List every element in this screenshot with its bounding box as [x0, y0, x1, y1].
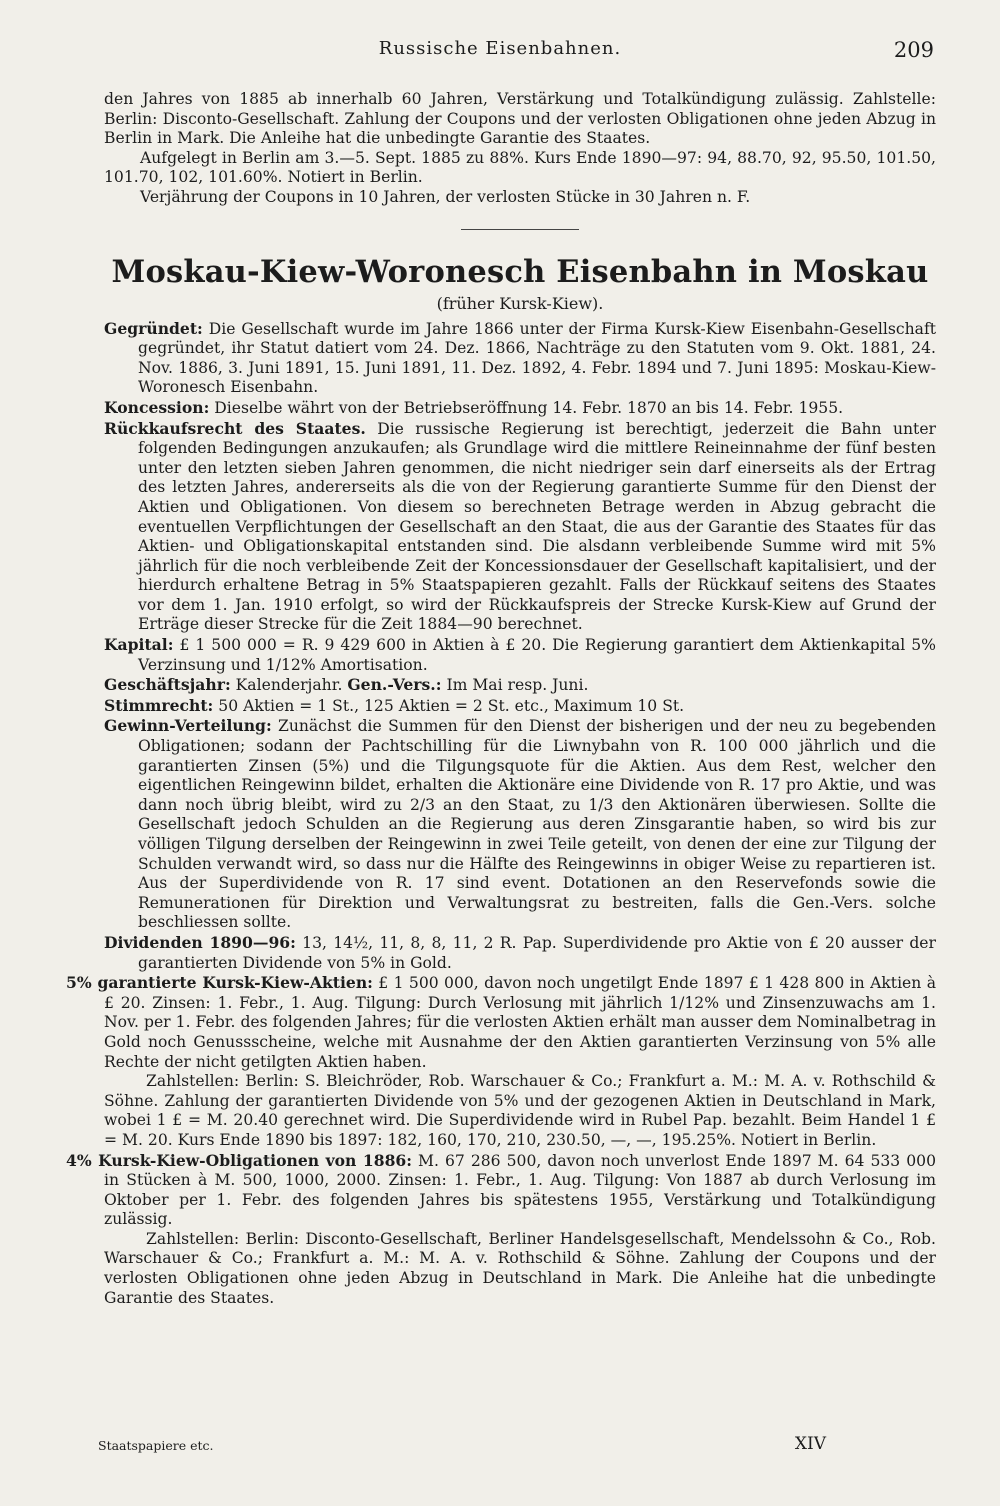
section-text: Die Gesellschaft wurde im Jahre 1866 unter der Firma Kursk-Kiew Eisenbahn-Gesellschaft gegründet, ihr Statut datiert vom 24. Dez. 1866, Nachträge zu den Statuten vom 9. Okt. 1881, 24. Nov. 1886, 3. Juni 1891, 15. Juni 1891, 11. Dez. 1892, 4. Febr. 1894 und 7. Juni 1895: Moskau-Kiew-Woronesch Eisenbahn.: [138, 319, 936, 397]
section-dividenden: [104, 933, 936, 973]
article-subtitle: (früher Kursk-Kiew).: [436, 293, 604, 313]
section-text-gen-vers: Im Mai resp. Juni.: [441, 676, 589, 695]
article-title: Moskau-Kiew-Woronesch Eisenbahn in Moskau: [111, 253, 929, 290]
footer-sheet-number: XIV: [794, 1434, 826, 1454]
intro-paragraph: den Jahres von 1885 ab innerhalb 60 Jahren, Verstärkung und Totalkündigung zulässig. Zahlstelle: Berlin: Disconto-Gesellschaft. Zahlung der Coupons und der verlosten Obligationen ohne jeden Abzug in Berlin in Mark. Die Anleihe hat die unbedingte Garantie des Staates.: [104, 90, 936, 148]
section-text: 13, 14½, 11, 8, 8, 11, 2 R. Pap. Superdividende pro Aktie von £ 20 ausser der garantierten Dividende von 5% in Gold.: [138, 933, 936, 972]
section-label: Stimmrecht:: [104, 695, 214, 715]
section-text: Dieselbe währt von der Betriebseröffnung 14. Febr. 1870 an bis 14. Febr. 1955.: [209, 398, 844, 417]
section-label: Gegründet:: [104, 318, 203, 338]
section-kapital: [104, 635, 936, 675]
section-gewinn-verteilung: [104, 716, 936, 933]
section-obligationen: [66, 1150, 936, 1230]
section-text: Zunächst die Summen für den Dienst der bisherigen und der neu zu begebenden Obligationen; sodann der Pachtschilling für die Liwnybahn von R. 100 000 jährlich und die garantierten Zinsen (5%) und die Tilgungsquote für die Aktien. Aus dem Rest, welcher den eigentlichen Reingewinn bildet, erhalten die Aktionäre eine Dividende von R. 17 pro Aktie, und was dann noch übrig bleibt, wird zu 2/3 an den Staat, zu 1/3 den Aktionären überwiesen. Sollte die Gesellschaft jedoch Schulden an die Regierung aus deren Zinsgarantie haben, so wird bis zur völligen Tilgung derselben der Reingewinn in zwei Teile geteilt, von denen der eine zur Tilgung der Schulden verwandt wird, so dass nur die Hälfte des Reingewinns in obiger Weise zu repartieren ist. Aus der Superdividende von R. 17 sind event. Dotationen an den Reservefonds sowie die Remunerationen für Direktion und Verwaltungsrat zu bestreiten, falls die Gen.-Vers. solche beschliessen sollte.: [138, 717, 936, 932]
section-text: £ 1 500 000, davon noch ungetilgt Ende 1897 £ 1 428 800 in Aktien à £ 20. Zinsen: 1. Febr., 1. Aug. Tilgung: Durch Verlosung mit jährlich 1/12% und Zinsenzuwachs am 1. Nov. per 1. Febr. des folgenden Jahres; für die verlosten Aktien erhält man ausser dem Nominalbetrag in Gold noch Genussscheine, welche mit Ausnahme der den Aktien garantierten Verzinsung von 5% alle Rechte der nicht getilgten Aktien haben.: [104, 974, 936, 1071]
section-text: Die russische Regierung ist berechtigt, jederzeit die Bahn unter folgenden Bedingungen anzukaufen; als Grundlage wird die mittlere Reineinnahme der fünf besten unter den letzten sieben Jahren genommen, die nicht niedriger sein darf einerseits als der Ertrag des letzten Jahres, andererseits als die von der Regierung garantierte Summe für den Dienst der Aktien und Obligationen. Von diesem so berechneten Betrage werden in Abzug gebracht die eventuellen Verpflichtungen der Gesellschaft an den Staat, die aus der Garantie des Staates für das Aktien- und Obligationskapital entstanden sind. Die alsdann verbleibende Summe wird mit 5% jährlich für die noch verbleibende Zeit der Koncessionsdauer der Gesellschaft kapitalisiert, und der hierdurch erhaltene Betrag in 5% Staatspapieren gezahlt. Falls der Rückkauf seitens des Staates vor dem 1. Jan. 1910 erfolgt, so wird der Rückkaufspreis der Strecke Kursk-Kiew auf Grund der Erträge dieser Strecke für die Zeit 1884—90 berechnet.: [138, 419, 936, 634]
section-text: M. 67 286 500, davon noch unverlost Ende 1897 M. 64 533 000 in Stücken à M. 500, 1000, 2000. Zinsen: 1. Febr., 1. Aug. Tilgung: Von 1887 ab durch Verlosung im Oktober per 1. Febr. des folgenden Jahres bis spätestens 1955, Verstärkung und Totalkündigung zulässig.: [104, 1151, 936, 1229]
section-divider: [461, 229, 579, 230]
footer-signature: Staatspapiere etc.: [98, 1438, 214, 1453]
section-koncession: [104, 398, 936, 419]
page-number: 209: [893, 38, 934, 62]
section-text: £ 1 500 000 = R. 9 429 600 in Aktien à £ 20. Die Regierung garantiert dem Aktienkapital 5% Verzinsung und 1/12% Amortisation.: [138, 636, 936, 674]
section-label-gen-vers: Gen.-Vers.:: [347, 675, 442, 695]
intro-issue-paragraph: Aufgelegt in Berlin am 3.—5. Sept. 1885 zu 88%. Kurs Ende 1890—97: 94, 88.70, 92, 95.50, 101.50, 101.70, 102, 101.60%. Notiert in Berlin.: [104, 148, 936, 187]
section-garantierte-aktien: [66, 973, 936, 1072]
section-label: Rückkaufsrecht des Staates.: [104, 418, 366, 438]
running-title: Russische Eisenbahnen.: [378, 38, 622, 59]
page-footer: [98, 1434, 936, 1460]
section-label: Dividenden 1890—96:: [104, 932, 296, 952]
section-stimmrecht: [104, 696, 936, 717]
section-label: Geschäftsjahr:: [104, 675, 231, 695]
page-body: [66, 90, 936, 1308]
obligationen-zahlstellen: Zahlstellen: Berlin: Disconto-Gesellschaft, Berliner Handelsgesellschaft, Mendelssohn & Co., Rob. Warschauer & Co.; Frankfurt a. M.: M. A. v. Rothschild & Söhne. Zahlung der Coupons und der verlosten Obligationen ohne jeden Abzug in Deutschland in Mark. Die Anleihe hat die unbedingte Garantie des Staates.: [104, 1229, 936, 1307]
section-label: 5% garantierte Kursk-Kiew-Aktien:: [66, 973, 373, 993]
section-label: Kapital:: [104, 635, 174, 655]
page-header: [0, 38, 1000, 68]
section-label: Gewinn-Verteilung:: [104, 716, 272, 736]
section-text: Kalenderjahr.: [230, 676, 348, 695]
section-gegruendet: [104, 319, 936, 398]
section-label: Koncession:: [104, 397, 210, 417]
section-geschaeftsjahr: [104, 675, 936, 696]
section-label: 4% Kursk-Kiew-Obligationen von 1886:: [66, 1150, 413, 1170]
aktien-zahlstellen: Zahlstellen: Berlin: S. Bleichröder, Rob. Warschauer & Co.; Frankfurt a. M.: M. A. v. Rothschild & Söhne. Zahlung der garantierten Dividende von 5% und der gezogenen Aktien in Deutschland in Mark, wobei 1 £ = M. 20.40 gerechnet wird. Die Superdividende wird in Rubel Pap. bezahlt. Beim Handel 1 £ = M. 20. Kurs Ende 1890 bis 1897: 182, 160, 170, 210, 230.50, —, —, 195.25%. Notiert in Berlin.: [104, 1072, 936, 1149]
intro-limitation-paragraph: Verjährung der Coupons in 10 Jahren, der verlosten Stücke in 30 Jahren n. F.: [140, 187, 751, 206]
section-rueckkaufsrecht: [104, 419, 936, 636]
section-text: 50 Aktien = 1 St., 125 Aktien = 2 St. etc., Maximum 10 St.: [213, 696, 685, 715]
